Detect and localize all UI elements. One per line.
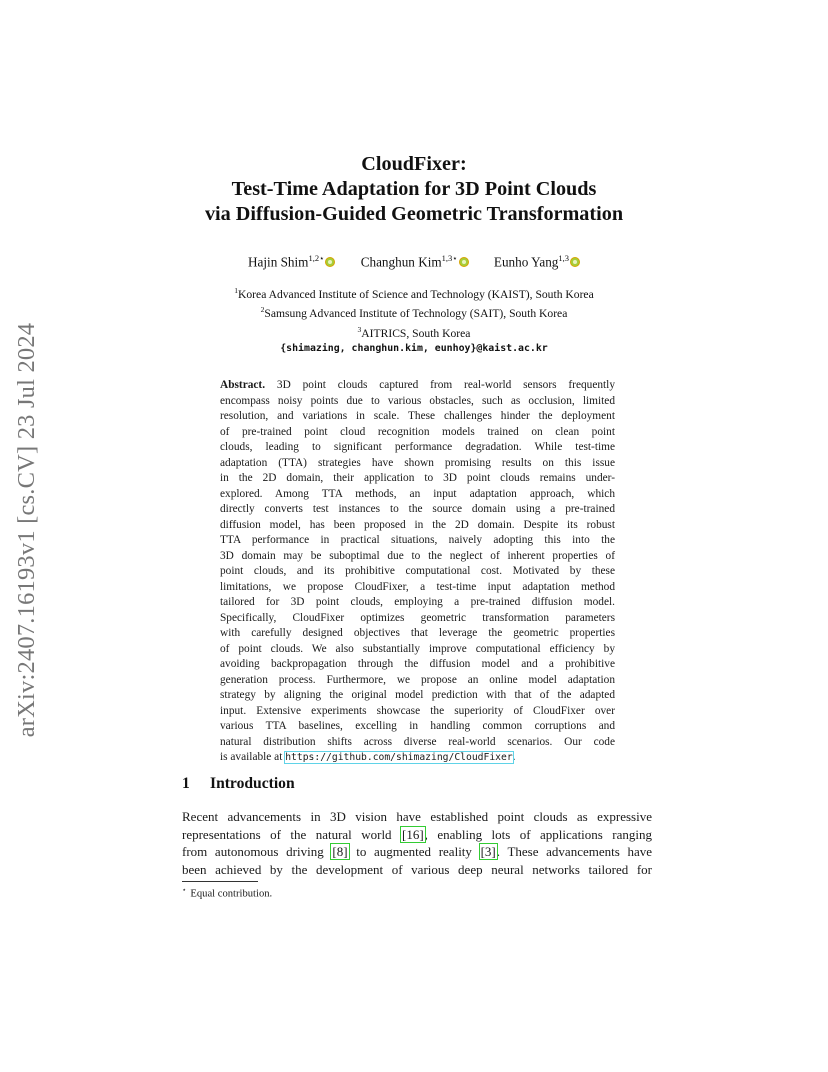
abstract-line: limitations, we propose CloudFixer, a test-time input adaptation method (220, 580, 615, 593)
orcid-icon[interactable] (459, 257, 469, 267)
author-name: Eunho Yang (493, 254, 559, 270)
affiliation-sup: 2 (260, 305, 265, 315)
author-emails: {shimazing, changhun.kim, eunhoy}@kaist.ac.kr (280, 343, 548, 355)
abstract-line: clouds, leading to significant performance degradation. While test-time (220, 441, 615, 453)
intro-text: , enabling lots of applications ranging (424, 826, 652, 842)
abstract-line: with carefully designed objectives that leverage the geometric properties (220, 627, 615, 639)
author-3 (494, 253, 580, 270)
abstract-label: Abstract. (220, 379, 266, 391)
arxiv-stamp-text: arXiv:2407.16193v1 [cs.CV] 23 Jul 2024 (13, 322, 40, 738)
abstract-line: input. Extensive experiments showcase the superiority of CloudFixer over (220, 704, 615, 717)
footnote (182, 886, 272, 900)
abstract-line: diffusion model, has been proposed in the 2D domain. Despite its robust (220, 518, 615, 531)
intro-text: from autonomous driving (182, 844, 332, 860)
intro-text: . These advancements have (496, 844, 652, 860)
abstract-line: point clouds, and its prohibitive computational cost. Motivated by these (220, 565, 615, 577)
abstract-line: resolution, and variations in scale. These challenges hinder the deployment (220, 410, 615, 422)
abstract-line: natural distribution shifts across diverse real-world scenarios. Our code (220, 735, 615, 748)
abstract-line: of point clouds. We also substantially improve computational efficiency by (220, 642, 615, 655)
abstract-line (220, 378, 615, 394)
author-sup: 1,3 (558, 253, 570, 263)
intro-line: Recent advancements in 3D vision have established point clouds as expressive (182, 809, 652, 824)
abstract-line: TTA performance in practical situations, naively adopting this into the (220, 534, 615, 546)
section-heading (182, 775, 295, 793)
affiliation-text: Samsung Advanced Institute of Technology (SAIT), South Korea (264, 307, 568, 321)
abstract-line: generation process. Furthermore, we propose an online model adaptation (220, 673, 615, 686)
intro-line (182, 843, 652, 861)
author-2 (361, 253, 469, 270)
author-name: Changhun Kim (360, 254, 442, 270)
orcid-icon[interactable] (325, 257, 335, 267)
abstract-last-line (220, 750, 615, 766)
affiliation-text: Korea Advanced Institute of Science and Technology (KAIST), South Korea (238, 287, 594, 301)
author-list (0, 253, 828, 270)
author-sup: 1,2⋆ (308, 253, 325, 263)
abstract-text: 3D point clouds captured from real-world sensors frequently (276, 379, 615, 391)
affiliation-1 (0, 283, 828, 302)
affiliation-3 (0, 322, 828, 341)
section-number: 1 (182, 775, 190, 792)
intro-paragraph (182, 808, 652, 878)
author-name: Hajin Shim (247, 254, 309, 270)
abstract-line: various TTA baselines, excelling in handling common corruptions and (220, 720, 615, 732)
abstract-line: in the 2D domain, their application to 3D point clouds remains under- (220, 472, 615, 484)
title-line-2: Test-Time Adaptation for 3D Point Clouds (231, 178, 597, 200)
affiliation-2 (0, 302, 828, 321)
abstract-line: directly converts test instances to the source domain using a pre-trained (220, 503, 615, 515)
abstract-line: 3D domain may be suboptimal due to the neglect of inherent properties of (220, 549, 615, 562)
footnote-text: Equal contribution. (190, 888, 273, 900)
orcid-icon[interactable] (570, 257, 580, 267)
abstract-text: . (512, 751, 516, 763)
title-line-1: CloudFixer: (361, 153, 467, 175)
abstract-body (220, 394, 615, 751)
author-1 (248, 253, 335, 270)
intro-line (182, 826, 652, 844)
abstract-line: Specifically, CloudFixer optimizes geometric transformation parameters (220, 611, 615, 624)
footnote-mark: ⋆ (182, 886, 187, 894)
affiliation-sup: 1 (234, 286, 239, 295)
affiliations (0, 283, 828, 357)
citation-link[interactable]: [8] (332, 844, 348, 860)
paper-title (0, 152, 828, 227)
abstract-text: is available at (220, 751, 286, 763)
citation-link[interactable]: [16] (402, 826, 424, 842)
intro-line: been achieved by the development of various deep neural networks tailored for (182, 861, 652, 877)
abstract-line: avoiding backpropagation through the diffusion model and a prohibitive (220, 658, 615, 670)
affiliation-text: AITRICS, South Korea (361, 326, 471, 340)
intro-text: representations of the natural world (182, 826, 401, 842)
abstract-line: encompass noisy points due to various obstacles, such as occlusion, limited (220, 394, 615, 407)
intro-text: to augmented reality (348, 844, 480, 860)
author-sup: 1,3⋆ (441, 253, 458, 263)
code-link[interactable]: https://github.com/shimazing/CloudFixer (285, 752, 513, 763)
title-line-3: via Diffusion-Guided Geometric Transformation (204, 203, 624, 225)
abstract-line: adaptation (TTA) strategies have shown promising results on this issue (220, 456, 615, 469)
abstract (220, 378, 615, 766)
affiliation-sup: 3 (357, 324, 362, 334)
abstract-line: tailored for 3D point clouds, employing a pre-trained diffusion model. (220, 596, 615, 608)
footnote-divider (182, 881, 258, 882)
abstract-line: of pre-trained point cloud recognition models trained on clean point (220, 425, 615, 438)
citation-link[interactable]: [3] (480, 844, 496, 860)
abstract-line: explored. Among TTA methods, an input adaptation approach, which (220, 487, 615, 500)
section-title: Introduction (210, 775, 295, 792)
abstract-line: strategy by aligning the original model prediction with that of the adapted (220, 689, 615, 701)
